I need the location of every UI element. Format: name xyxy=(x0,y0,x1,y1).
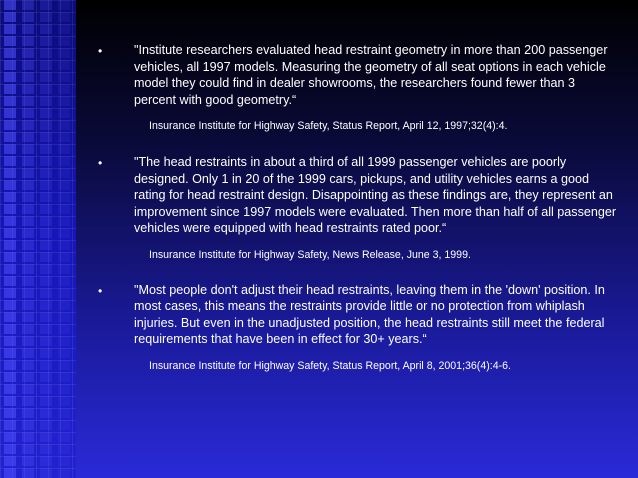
decorative-side-strip xyxy=(0,0,76,478)
bullet-glyph: • xyxy=(98,156,103,170)
quote-text-1: "Institute researchers evaluated head restraint geometry in more than 200 passenger vehicles, all 1997 models. Measuring the geometry of all seat options in each vehicle model they could find in dealer showrooms, the researchers found fewer than 3 percent with good geometry.“ xyxy=(134,43,608,107)
side-strip-squares-col-4 xyxy=(58,0,70,478)
bullet-item-2 xyxy=(88,154,620,262)
bullet-list xyxy=(88,42,620,373)
quote-text-3: "Most people don't adjust their head restraints, leaving them in the 'down' position. In most cases, this means the restraints provide little or no protection from whiplash injuries. But even in the unadjusted position, the head restraints still meet the federal requirements that have been in effect for 30+ years.“ xyxy=(134,282,605,346)
bullet-item-1 xyxy=(88,42,620,133)
bullet-glyph: • xyxy=(98,283,103,298)
source-citation-2: Insurance Institute for Highway Safety, News Release, June 3, 1999. xyxy=(149,248,471,261)
source-citation-1: Insurance Institute for Highway Safety, Status Report, April 12, 1997;32(4):4. xyxy=(149,120,508,132)
side-strip-squares-col-3 xyxy=(40,0,52,478)
bullet-glyph: • xyxy=(98,44,103,58)
bullet-item-3 xyxy=(88,282,620,373)
side-strip-squares-col-1 xyxy=(4,0,16,478)
quote-text-2: "The head restraints in about a third of all 1999 passenger vehicles are poorly designed. Only 1 in 20 of the 1999 cars, pickups, and utility vehicles earns a good rating for head restraint design. Disappointing as these findings are, they represent an improvement since 1997 models were evaluated. Then more than half of all passenger vehicles were equipped with head restraints rated poor.“ xyxy=(134,155,617,235)
side-strip-squares-col-2 xyxy=(22,0,34,478)
source-citation-3: Insurance Institute for Highway Safety, Status Report, April 8, 2001;36(4):4-6. xyxy=(149,359,511,372)
